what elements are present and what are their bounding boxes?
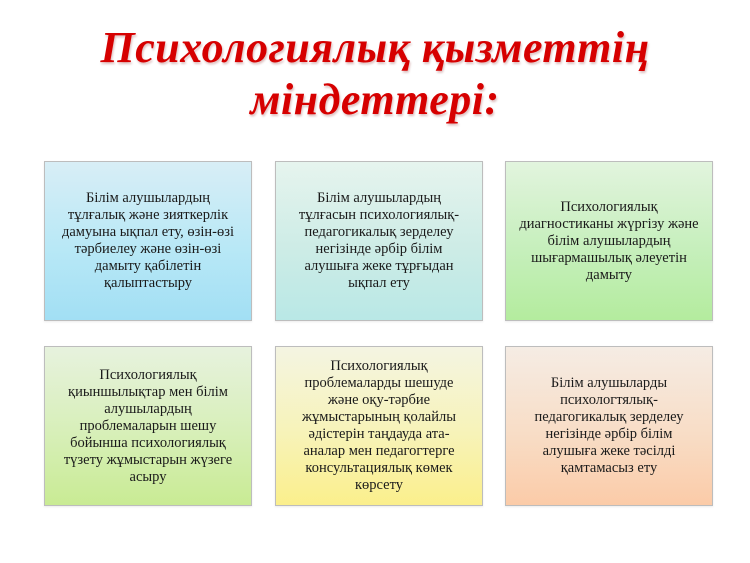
- task-card-3-text: Психологиялық диагностиканы жүргізу және білім алушылардың шығармашылық әлеуетін дамыту: [519, 198, 699, 283]
- slide-title-line-1: Психологиялық қызметтің: [100, 23, 650, 72]
- task-card-4-text: Психологиялық қиыншылықтар мен білім алушылардың проблемаларын шешу бойынша психологиялық түзету жұмыстарын жүзеге асыру: [63, 366, 233, 485]
- task-card-5-text: Психологиялық проблемаларды шешуде және оқу-тәрбие жұмыстарының қолайлы әдістерін таңдауда ата-аналар мен педагогтерге консультациялық көмек көрсету: [302, 358, 456, 493]
- slide-title: [0, 22, 750, 126]
- task-card-6-text: Білім алушыларды психологтялық-педагогикалық зерделеу негізінде әрбір білім алушыға жеке тәсілді қамтамасыз ету: [534, 375, 684, 476]
- task-card-2: [275, 161, 483, 321]
- task-card-1: [44, 161, 252, 321]
- slide-title-line-2: міндеттері:: [250, 75, 500, 124]
- task-card-3: [505, 161, 713, 321]
- task-card-6: [505, 346, 713, 506]
- task-card-4: [44, 346, 252, 506]
- task-card-1-text: Білім алушылардың тұлғалық және зияткерлік дамуына ықпал ету, өзін-өзі тәрбиелеу және өзін-өзі дамыту қабілетін қалыптастыру: [61, 190, 234, 291]
- task-card-2-text: Білім алушылардың тұлғасын психологиялық-педагогикалық зерделеу негізінде әрбір білім алушыға жеке тұрғыдан ықпал ету: [298, 190, 460, 291]
- task-card-5: [275, 346, 483, 506]
